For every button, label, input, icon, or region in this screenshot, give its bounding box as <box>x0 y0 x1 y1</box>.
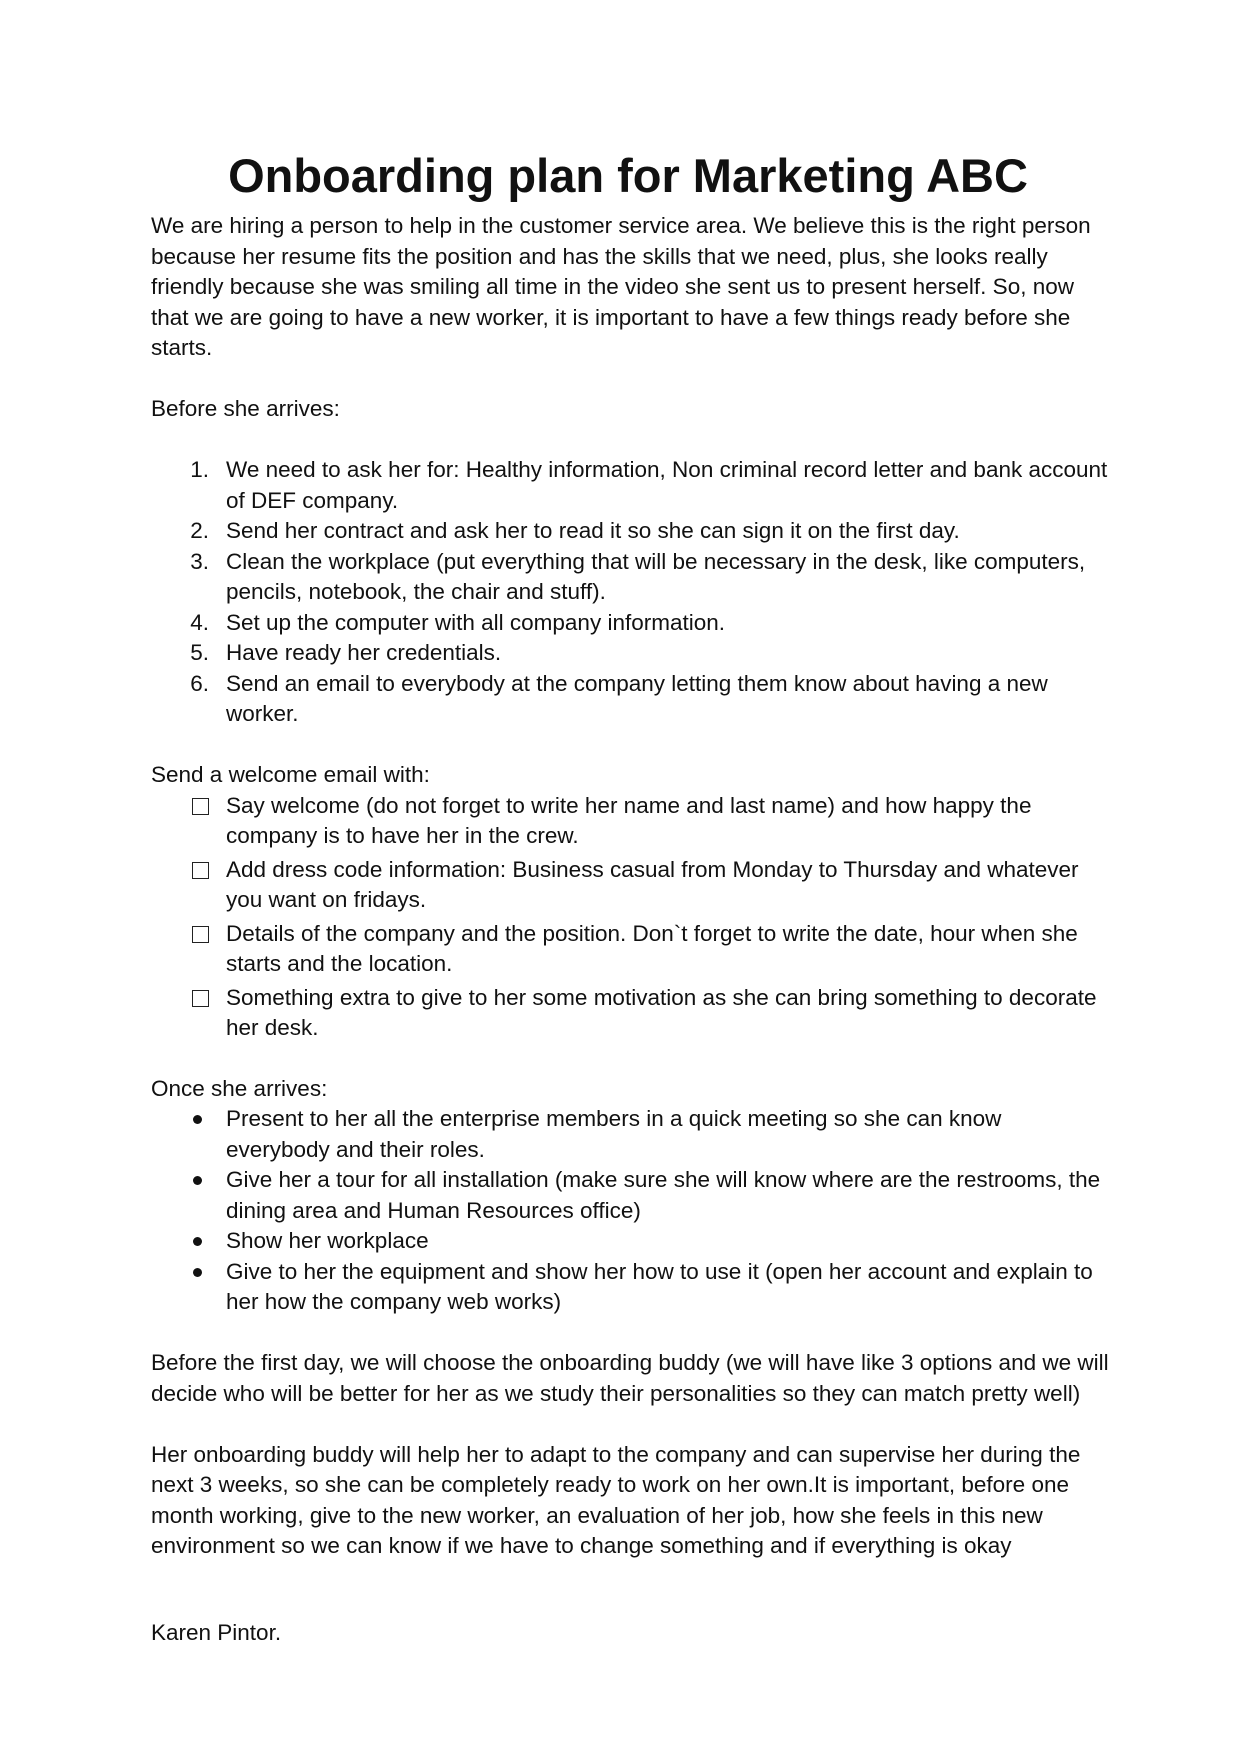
spacer <box>151 1318 1111 1349</box>
welcome-email-checklist <box>151 791 1111 1044</box>
signature: Karen Pintor. <box>151 1619 282 1645</box>
checkbox[interactable] <box>192 926 209 943</box>
list-number: 1. <box>190 457 209 482</box>
once-arrives-list <box>151 1104 1111 1318</box>
numbered-list-item <box>151 669 1111 730</box>
bullet-icon <box>193 1268 202 1277</box>
checklist-item-text: Something extra to give to her some motivation as she can bring something to decorate her desk. <box>226 984 1097 1040</box>
list-item-text: Send her contract and ask her to read it so she can sign it on the first day. <box>226 518 960 543</box>
list-item-text: Set up the computer with all company information. <box>226 609 725 635</box>
spacer <box>151 730 1111 761</box>
document-page <box>151 143 1111 1648</box>
list-item-text: Have ready her credentials. <box>226 640 502 665</box>
list-item-text: Show her workplace <box>226 1228 429 1253</box>
bullet-list-item <box>151 1165 1111 1226</box>
bullet-icon <box>193 1176 202 1185</box>
numbered-list-item <box>151 516 1111 547</box>
spacer <box>151 1562 1111 1618</box>
checklist-item <box>151 791 1111 852</box>
numbered-list-item <box>151 608 1111 639</box>
spacer <box>151 425 1111 456</box>
bullet-icon <box>193 1115 202 1124</box>
list-item-text: Send an email to everybody at the company letting them know about having a new worker. <box>226 670 1048 726</box>
list-number: 4. <box>190 609 209 635</box>
list-item-text: Give to her the equipment and show her how to use it (open her account and explain to her how the company web works) <box>226 1258 1093 1314</box>
checklist-item <box>151 983 1111 1044</box>
spacer <box>151 1409 1111 1440</box>
list-number: 5. <box>190 640 209 665</box>
before-arrival-list <box>151 455 1111 730</box>
checklist-item <box>151 919 1111 980</box>
list-number: 2. <box>190 518 209 543</box>
list-item-text: Clean the workplace (put everything that will be necessary in the desk, like computers, pencils, notebook, the chair and stuff). <box>226 548 1086 604</box>
checklist-item <box>151 855 1111 916</box>
list-item-text: Present to her all the enterprise members in a quick meeting so she can know everybody and their roles. <box>226 1106 1002 1162</box>
buddy-paragraph: Before the first day, we will choose the onboarding buddy (we will have like 3 options and we will decide who will be better for her as we study their personalities so they can match pretty well) <box>151 1350 1109 1406</box>
checklist-item-text: Details of the company and the position. Don`t forget to write the date, hour when she starts and the location. <box>226 920 1078 976</box>
spacer <box>151 1047 1111 1074</box>
list-number: 6. <box>190 670 209 696</box>
list-item-text: We need to ask her for: Healthy information, Non criminal record letter and bank account of DEF company. <box>226 457 1108 513</box>
checkbox[interactable] <box>192 862 209 879</box>
spacer <box>151 364 1111 395</box>
checklist-item-text: Say welcome (do not forget to write her name and last name) and how happy the company is to have her in the crew. <box>226 792 1032 848</box>
intro-paragraph: We are hiring a person to help in the customer service area. We believe this is the right person because her resume fits the position and has the skills that we need, plus, she looks really friendly because she was smiling all time in the video she sent us to present herself. So, now that we are going to have a new worker, it is important to have a few things ready before she starts. <box>151 213 1091 360</box>
checkbox[interactable] <box>192 990 209 1007</box>
numbered-list-item <box>151 455 1111 516</box>
bullet-icon <box>193 1237 202 1246</box>
before-arrival-heading: Before she arrives: <box>151 396 340 421</box>
numbered-list-item <box>151 638 1111 669</box>
checkbox[interactable] <box>192 798 209 815</box>
checklist-item-text: Add dress code information: Business casual from Monday to Thursday and whatever you want on fridays. <box>226 856 1079 912</box>
bullet-list-item <box>151 1257 1111 1318</box>
list-item-text: Give her a tour for all installation (make sure she will know where are the restrooms, the dining area and Human Resources office) <box>226 1167 1101 1223</box>
closing-paragraph: Her onboarding buddy will help her to adapt to the company and can supervise her during the next 3 weeks, so she can be completely ready to work on her own.It is important, before one month working, give to the new worker, an evaluation of her job, how she feels in this new environment so we can know if we have to change something and if everything is okay <box>151 1441 1081 1558</box>
numbered-list-item <box>151 547 1111 608</box>
bullet-list-item <box>151 1226 1111 1257</box>
bullet-list-item <box>151 1104 1111 1165</box>
document-title: Onboarding plan for Marketing ABC <box>228 149 1028 202</box>
welcome-email-heading: Send a welcome email with: <box>151 762 430 787</box>
list-number: 3. <box>190 548 209 574</box>
once-arrives-heading: Once she arrives: <box>151 1075 328 1101</box>
